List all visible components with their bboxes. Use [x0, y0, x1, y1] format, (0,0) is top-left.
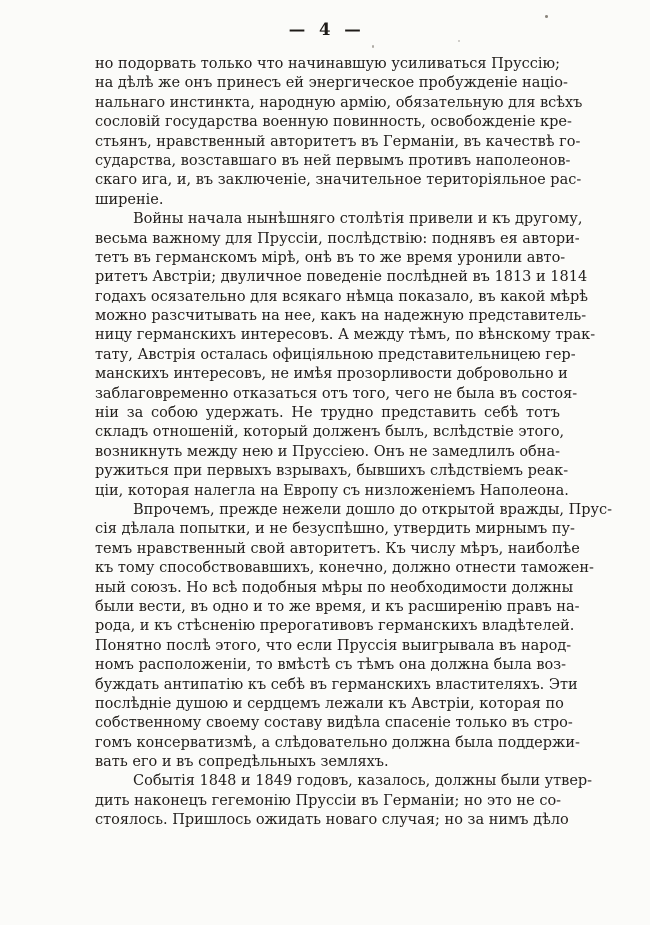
- text-line: темъ нравственный свой авторитетъ. Къ числу мѣръ, наиболѣе: [95, 540, 580, 557]
- text-line: сударства, возставшаго въ ней первымъ противъ наполеонов-: [95, 152, 571, 169]
- text-line: тату, Австрія осталась офиціяльною представительницею гер-: [95, 346, 576, 363]
- text-line: Войны начала нынѣшняго столѣтія привели и къ другому,: [133, 211, 583, 228]
- text-line: манскихъ интересовъ, не имѣя прозорливости добровольно и: [95, 366, 568, 383]
- text-line: Событія 1848 и 1849 годовъ, казалось, должны были утвер-: [133, 773, 593, 790]
- scan-speck: [458, 40, 460, 42]
- text-line: но подорвать только что начинавшую усиливаться Пруссію;: [95, 56, 560, 72]
- text-line: вать его и въ сопредѣльныхъ земляхъ.: [95, 754, 389, 771]
- text-line: къ тому способствовавшихъ, конечно, должно отнести таможен-: [95, 560, 594, 577]
- text-line: возникнуть между нею и Пруссіею. Онъ не замедлилъ обна-: [95, 443, 560, 460]
- text-line: Впрочемъ, прежде нежели дошло до открытой вражды, Прус-: [133, 501, 613, 518]
- text-line: стоялось. Пришлось ожидать новаго случая; но за нимъ дѣло: [95, 812, 569, 829]
- text-line: послѣдніе душою и сердцемъ лежали къ Австріи, которая по: [95, 695, 564, 712]
- text-line: годахъ осязательно для всякаго нѣмца показало, въ какой мѣрѣ: [95, 288, 589, 305]
- text-line: сословій государства военную повинность, освобожденіе кре-: [95, 114, 572, 131]
- text-line: весьма важному для Пруссіи, послѣдствію: поднявъ ея автори-: [95, 230, 580, 247]
- text-line: ружиться при первыхъ взрывахъ, бывшихъ слѣдствіемъ реак-: [95, 463, 569, 480]
- text-line: ритетъ Австріи; двуличное поведеніе послѣдней въ 1813 и 1814: [95, 269, 588, 286]
- text-line: гомъ консерватизмѣ, а слѣдовательно должна была поддержи-: [95, 734, 580, 751]
- text-line: сія дѣлала попытки, и не безуспѣшно, утвердить мирнымъ пу-: [95, 521, 575, 538]
- text-line: стьянъ, нравственный авторитетъ въ Германіи, въ качествѣ го-: [95, 133, 581, 150]
- text-line: номъ расположеніи, то вмѣстѣ съ тѣмъ она должна была воз-: [95, 657, 567, 674]
- text-line: были вести, въ одно и то же время, и къ расширенію правъ на-: [95, 598, 580, 615]
- text-line: заблаговременно отказаться отъ того, чего не была въ состоя-: [95, 385, 578, 402]
- text-line: складъ отношеній, который долженъ былъ, вслѣдствіе этого,: [95, 424, 565, 441]
- text-line: ный союзъ. Но всѣ подобныя мѣры по необходимости должны: [95, 579, 574, 596]
- text-line: скаго ига, и, въ заключеніе, значительное територіяльное рас-: [95, 172, 582, 189]
- text-line: Понятно послѣ этого, что если Пруссія выигрывала въ народ-: [95, 637, 572, 654]
- page-text-block: [95, 55, 613, 831]
- scan-speck: [545, 15, 548, 18]
- text-line: можно разсчитывать на нее, какъ на надежную представитель-: [95, 308, 587, 325]
- text-line: рода, и къ стѣсненію прерогативовъ германскихъ владѣтелей.: [95, 618, 575, 635]
- text-line: ніи за собою удержать. Не трудно представить себѣ тотъ: [95, 405, 560, 422]
- text-line: собственному своему составу видѣла спасеніе только въ стро-: [95, 715, 573, 732]
- text-line: ціи, которая налегла на Европу съ низложеніемъ Наполеона.: [95, 482, 569, 499]
- text-line: ницу германскихъ интересовъ. А между тѣмъ, по вѣнскому трак-: [95, 327, 596, 344]
- text-line: дить наконецъ гегемонію Пруссіи въ Германіи; но это не со-: [95, 792, 562, 809]
- text-line: нальнаго инстинкта, народную армію, обязательную для всѣхъ: [95, 94, 583, 111]
- text-line: на дѣлѣ же онъ принесъ ей энергическое пробужденіе націо-: [95, 75, 568, 92]
- text-line: тетъ въ германскомъ мірѣ, онѣ въ то же время уронили авто-: [95, 249, 566, 266]
- text-line: ширеніе.: [95, 191, 164, 208]
- scan-speck: [372, 45, 374, 48]
- page-number-header: — 4 —: [288, 20, 362, 39]
- text-line: буждать антипатію къ себѣ въ германскихъ властителяхъ. Эти: [95, 676, 578, 693]
